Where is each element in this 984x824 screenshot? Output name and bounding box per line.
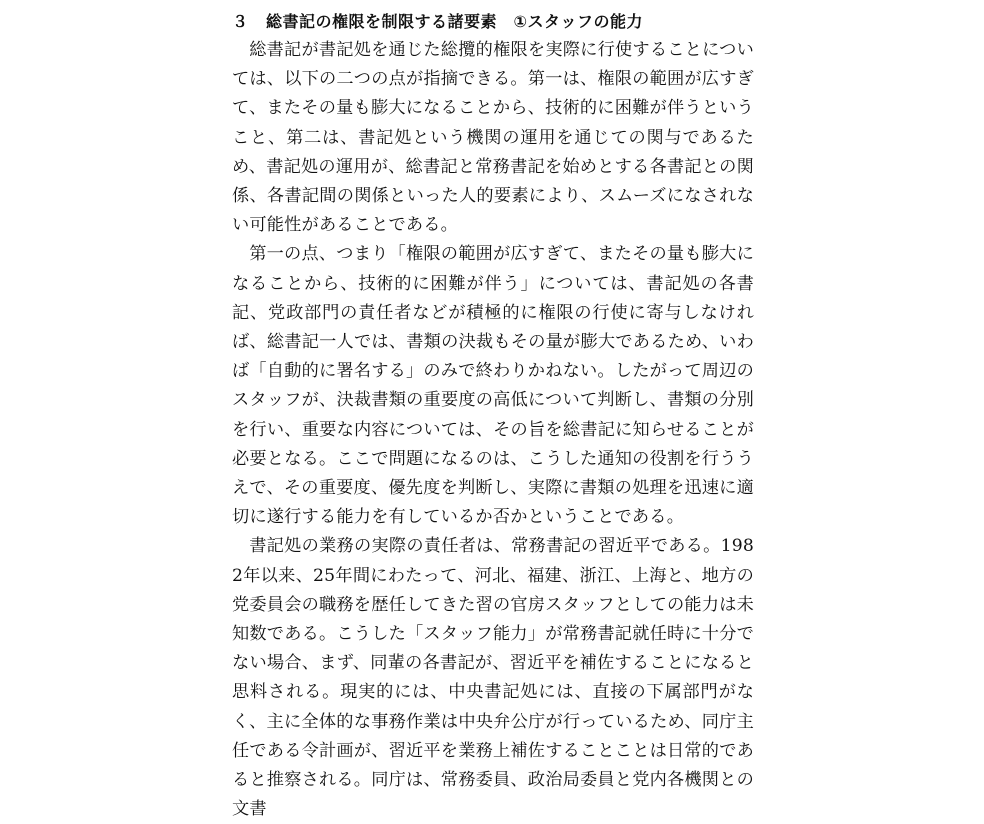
paragraph-1: 総書記が書記処を通じた総攬的権限を実際に行使することについては、以下の二つの点が指摘できる。第一は、権限の範囲が広すぎて、またその量も膨大になることから、技術的に困難が伴うということ、第二は、書記処という機関の運用を通じての関与であるため、書記処の運用が、総書記と常務書記を始めとする各書記との関係、各書記間の関係といった人的要素により、スムーズになされない可能性があることである。 <box>232 40 754 236</box>
section-heading <box>232 8 754 36</box>
paragraph-3: 書記処の業務の実際の責任者は、常務書記の習近平である。1982年以来、25年間にわたって、河北、福建、浙江、上海と、地方の党委員会の職務を歴任してきた習の官房スタッフとしての能力は未知数である。こうした「スタッフ能力」が常務書記就任時に十分でない場合、まず、同輩の各書記が、習近平を補佐することになると思料される。現実的には、中央書記処には、直接の下属部門がなく、主に全体的な事務作業は中央弁公庁が行っているため、同庁主任である令計画が、習近平を業務上補佐することことは日常的であると推察される。同庁は、常務委員、政治局委員と党内各機関との文書 <box>232 536 754 820</box>
section-title: 総書記の権限を制限する諸要素 ①スタッフの能力 <box>266 12 644 31</box>
paragraph-2: 第一の点、つまり「権限の範囲が広すぎて、またその量も膨大になることから、技術的に困難が伴う」については、書記処の各書記、党政部門の責任者などが積極的に権限の行使に寄与しなければ、総書記一人では、書類の決裁もその量が膨大であるため、いわば「自動的に署名する」のみで終わりかねない。したがって周辺のスタッフが、決裁書類の重要度の高低について判断し、書類の分別を行い、重要な内容については、その旨を総書記に知らせることが必要となる。ここで問題になるのは、こうした通知の役割を行ううえで、その重要度、優先度を判断し、実際に書類の処理を迅速に適切に遂行する能力を有しているか否かということである。 <box>232 244 754 528</box>
section-number: ３ <box>232 12 249 31</box>
document-page <box>232 8 754 824</box>
